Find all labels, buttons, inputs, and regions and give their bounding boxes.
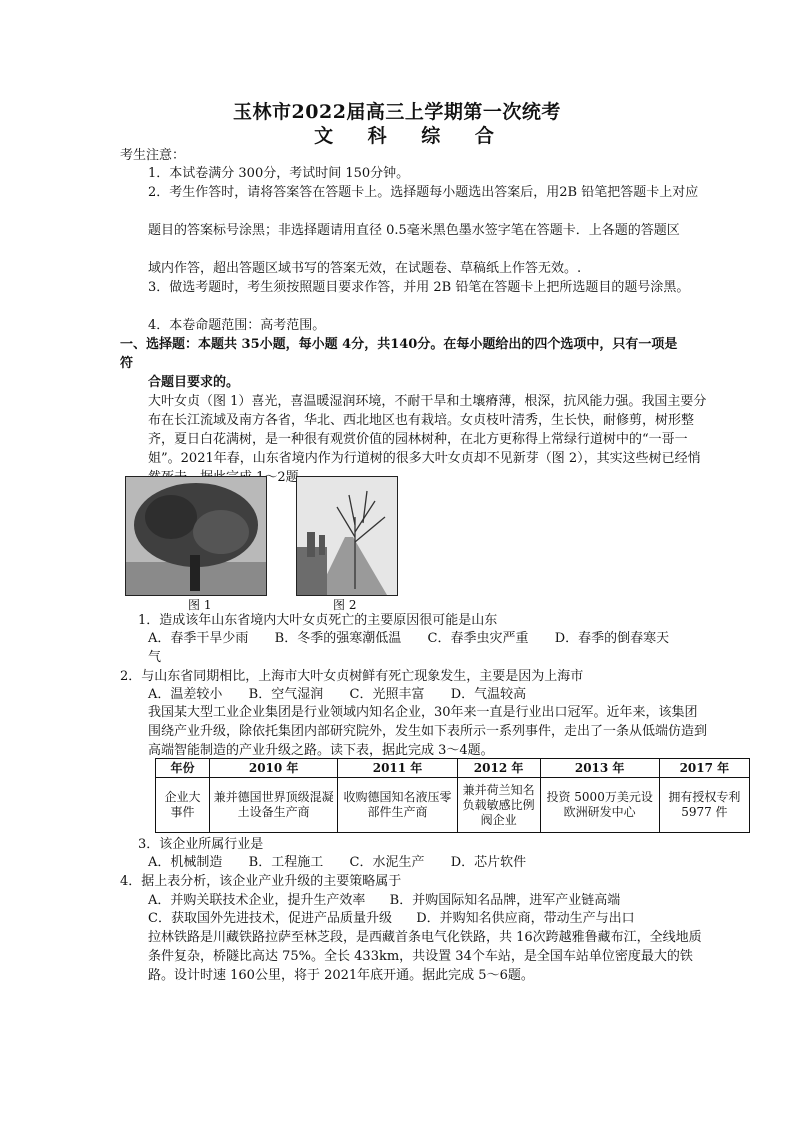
q1-option-d: D．春季的倒春寒天气	[148, 631, 670, 665]
figure-2-caption: 图 2	[333, 598, 357, 612]
table-header: 年份	[156, 759, 210, 778]
q4-option-b: B．并购国际知名品牌，进军产业链高端	[389, 893, 621, 908]
q3-option-b: B．工程施工	[248, 855, 324, 870]
q2-stem: 2．与山东省同期相比，上海市大叶女贞树鲜有死亡现象发生，主要是因为上海市	[120, 669, 584, 684]
table-cell: 兼并荷兰知名负载敏感比例阀企业	[457, 778, 540, 833]
table-header-row	[156, 759, 750, 778]
notice-item-1: 1．本试卷满分 300分，考试时间 150分钟。	[148, 166, 410, 181]
q4-stem: 4．据上表分析，该企业产业升级的主要策略属于	[120, 874, 402, 889]
q2-option-b: B．空气湿润	[248, 687, 324, 702]
q1-option-a: A．春季干旱少雨	[148, 631, 249, 646]
figure-2-photo	[296, 476, 398, 596]
table-header: 2012 年	[457, 759, 540, 778]
figure-1-photo	[125, 476, 267, 596]
q4-options-row1	[148, 891, 678, 910]
table-header: 2017 年	[659, 759, 749, 778]
q3-option-a: A．机械制造	[148, 855, 223, 870]
q2-option-a: A．温差较小	[148, 687, 223, 702]
q3-stem: 3．该企业所属行业是	[138, 837, 264, 852]
q3-option-d: D．芯片软件	[450, 855, 527, 870]
notice-item-2-end: 域内作答，超出答题区域书写的答案无效，在试题卷、草稿纸上作答无效。.	[148, 261, 582, 276]
q1-stem: 1．造成该年山东省境内大叶女贞死亡的主要原因很可能是山东	[138, 613, 498, 628]
table-header: 2010 年	[209, 759, 338, 778]
exam-subtitle: 文 科 综 合	[314, 125, 508, 147]
table-row-label: 企业大事件	[156, 778, 210, 833]
table-header: 2011 年	[338, 759, 457, 778]
figure-1-caption: 图 1	[188, 598, 212, 612]
enterprise-events-table	[155, 758, 750, 833]
passage-enterprise: 我国某大型工业企业集团是行业领域内知名企业，30年来一直是行业出口冠军。近年来，该集团围绕产业升级，除依托集团内部研究院外，发生如下表所示一系列事件，走出了一条从低端仿造到高端智能制造的产业升级之路。读下表，据此完成 3～4题。	[148, 705, 708, 758]
q2-options	[148, 685, 678, 704]
table-cell: 兼并德国世界顶级混凝土设备生产商	[209, 778, 338, 833]
q1-option-c: C．春季虫灾严重	[427, 631, 529, 646]
passage-privet: 大叶女贞（图 1）喜光，喜温暖湿润环境，不耐干旱和土壤瘠薄，根深，抗风能力强。我国主要分布在长江流域及南方各省，华北、西北地区也有栽培。女贞枝叶清秀，生长快，耐修剪，树形整齐，夏日白花满树，是一种很有观赏价值的园林树种，在北方更称得上常绿行道树中的“一哥一姐”。2021年春，山东省境内作为行道树的很多大叶女贞却不见新芽（图 2），其实这些树已经悄 1～2题。	[148, 394, 707, 485]
table-header: 2013 年	[540, 759, 659, 778]
notice-item-2: 2．考生作答时，请将答案答在答题卡上。选择题每小题选出答案后，用2B 铅笔把答题卡上对应	[148, 185, 699, 200]
notice-item-4: 4．本卷命题范围：高考范围。	[148, 318, 326, 333]
q4-option-a: A．并购关联技术企业，提升生产效率	[148, 893, 366, 908]
tree-photo-icon	[126, 477, 266, 595]
q4-option-c: C．获取国外先进技术，促进产品质量升级	[148, 911, 392, 926]
table-row	[156, 778, 750, 833]
exam-title: 玉林市2022届高三上学期第一次统考	[233, 101, 561, 123]
table-cell: 拥有授权专利 5977 件	[659, 778, 749, 833]
notice-item-3: 3．做选考题时，考生须按照题目要求作答，并用 2B 铅笔在答题卡上把所选题目的题号涂黑。	[148, 280, 690, 295]
section-heading: 一、选择题：本题共 35小题，每小题 4分，共140分。在每小题给出的四个选项中，只有一项是符	[120, 337, 678, 371]
q3-option-c: C．水泥生产	[349, 855, 425, 870]
table-cell: 投资 5000万美元设欧洲研发中心	[540, 778, 659, 833]
passage-railway: 拉林铁路是川藏铁路拉萨至林芝段，是西藏首条电气化铁路，共 16次跨越雅鲁藏布江，全线地质条件复杂，桥隧比高达 75%。全长 433km，共设置 34个车站，是全国车站单位密度最大的铁路。设计时速 160公里，将于 2021年底开通。据此完成 5～6题。	[148, 930, 702, 983]
q2-option-d: D．气温较高	[450, 687, 527, 702]
q1-options	[148, 629, 678, 667]
q4-options-row2	[148, 909, 678, 928]
section-heading-cont: 合题目要求的。	[148, 375, 240, 390]
notice-heading: 考生注意：	[120, 148, 186, 163]
q1-option-b: B．冬季的强寒潮低温	[274, 631, 402, 646]
bare-trees-photo-icon	[297, 477, 397, 595]
q3-options	[148, 853, 678, 872]
q4-option-d: D．并购知名供应商，带动生产与出口	[416, 911, 635, 926]
table-cell: 收购德国知名液压零部件生产商	[338, 778, 457, 833]
notice-item-2-cont: 题目的答案标号涂黑；非选择题请用直径 0.5毫米黑色墨水签字笔在答题卡．上各题的答题区	[148, 223, 680, 238]
q2-option-c: C．光照丰富	[349, 687, 425, 702]
